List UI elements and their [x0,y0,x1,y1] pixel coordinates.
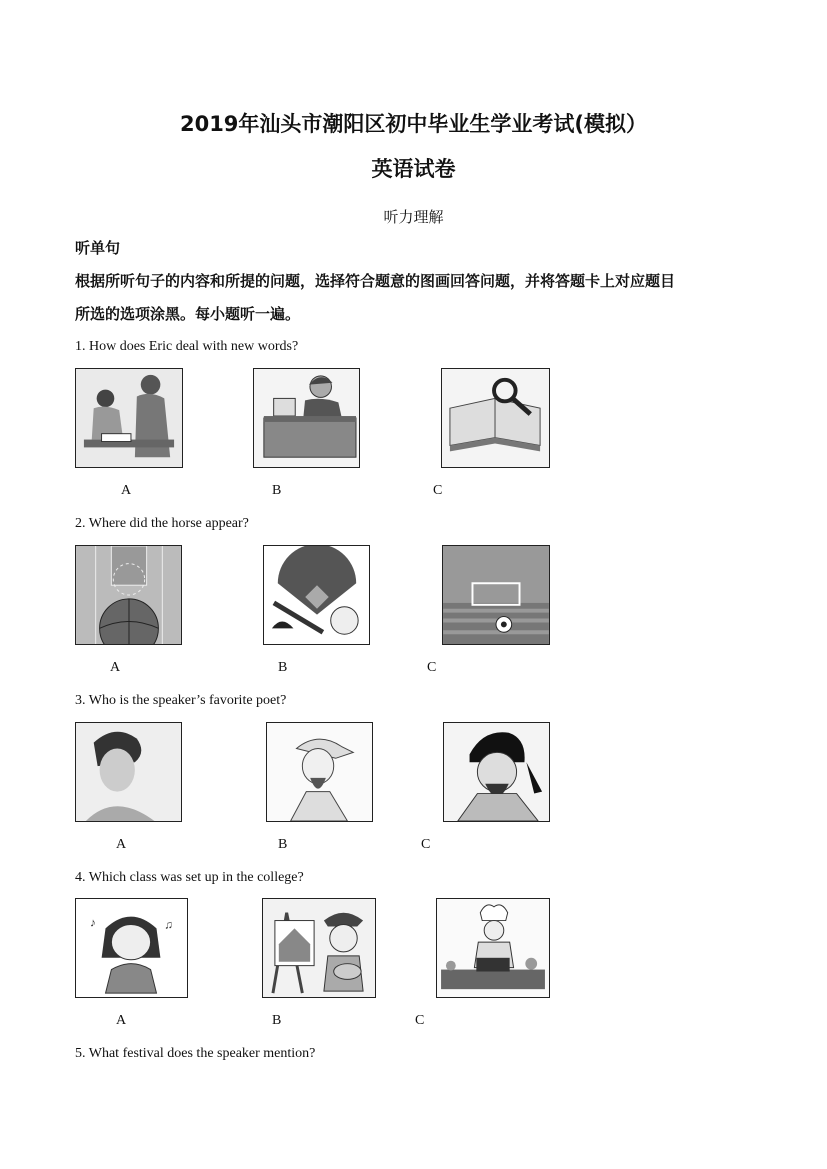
q4-option-a-image[interactable] [75,898,188,998]
instruction-line-2: 所选的选项涂黑。每小题听一遍。 [75,305,301,323]
q4-option-a-label: A [116,1013,127,1028]
q3-option-c-label: C [421,837,431,852]
q1-option-b-image[interactable] [253,368,360,468]
q2-option-b-image[interactable] [263,545,370,645]
q3-option-a-image[interactable] [75,722,182,822]
q2-option-a-image[interactable] [75,545,182,645]
ancient-lady-portrait-icon [76,723,181,821]
q2-option-c-label: C [427,660,437,675]
page-subtitle: 英语试卷 [371,157,456,181]
painting-boy-icon [263,899,375,997]
q3-option-a-label: A [116,837,127,852]
q3-option-c-image[interactable] [443,722,550,822]
singing-girl-icon [76,899,187,997]
question-4-text: 4. Which class was set up in the college? [75,870,304,885]
q4-option-c-image[interactable] [436,898,550,998]
boy-using-laptop-icon [254,369,359,467]
q4-option-b-label: B [272,1013,282,1028]
question-1-text: 1. How does Eric deal with new words? [75,339,299,354]
soccer-field-icon [443,546,549,644]
q1-option-c-image[interactable] [441,368,550,468]
q3-option-b-image[interactable] [266,722,373,822]
q4-option-c-label: C [415,1013,425,1028]
page-title: 2019年汕头市潮阳区初中毕业生学业考试(模拟） [179,112,648,136]
instruction-line-1: 根据所听句子的内容和所提的问题，选择符合题意的图画回答问题，并将答题卡上对应题目 [75,272,676,290]
question-2-text: 2. Where did the horse appear? [75,516,249,531]
q1-option-a-image[interactable] [75,368,183,468]
question-5-text: 5. What festival does the speaker mention? [75,1046,316,1061]
q3-option-b-label: B [278,837,288,852]
dictionary-magnifier-icon [442,369,549,467]
basketball-court-icon [76,546,181,644]
section-heading: 听力理解 [383,208,444,226]
q1-option-c-label: C [433,483,443,498]
q4-option-b-image[interactable] [262,898,376,998]
chef-cooking-icon [437,899,549,997]
q1-option-b-label: B [272,483,282,498]
poet-with-black-hat-icon [444,723,549,821]
poet-with-headscarf-icon [267,723,372,821]
part-heading: 听单句 [75,239,121,257]
q1-option-a-label: A [121,483,132,498]
q2-option-a-label: A [110,660,121,675]
teacher-helping-student-icon [76,369,182,467]
svg-text:♫: ♫ [164,918,174,932]
q2-option-b-label: B [278,660,288,675]
question-3-text: 3. Who is the speaker’s favorite poet? [75,693,287,708]
q2-option-c-image[interactable] [442,545,550,645]
baseball-field-icon [264,546,369,644]
svg-text:♪: ♪ [89,916,96,930]
